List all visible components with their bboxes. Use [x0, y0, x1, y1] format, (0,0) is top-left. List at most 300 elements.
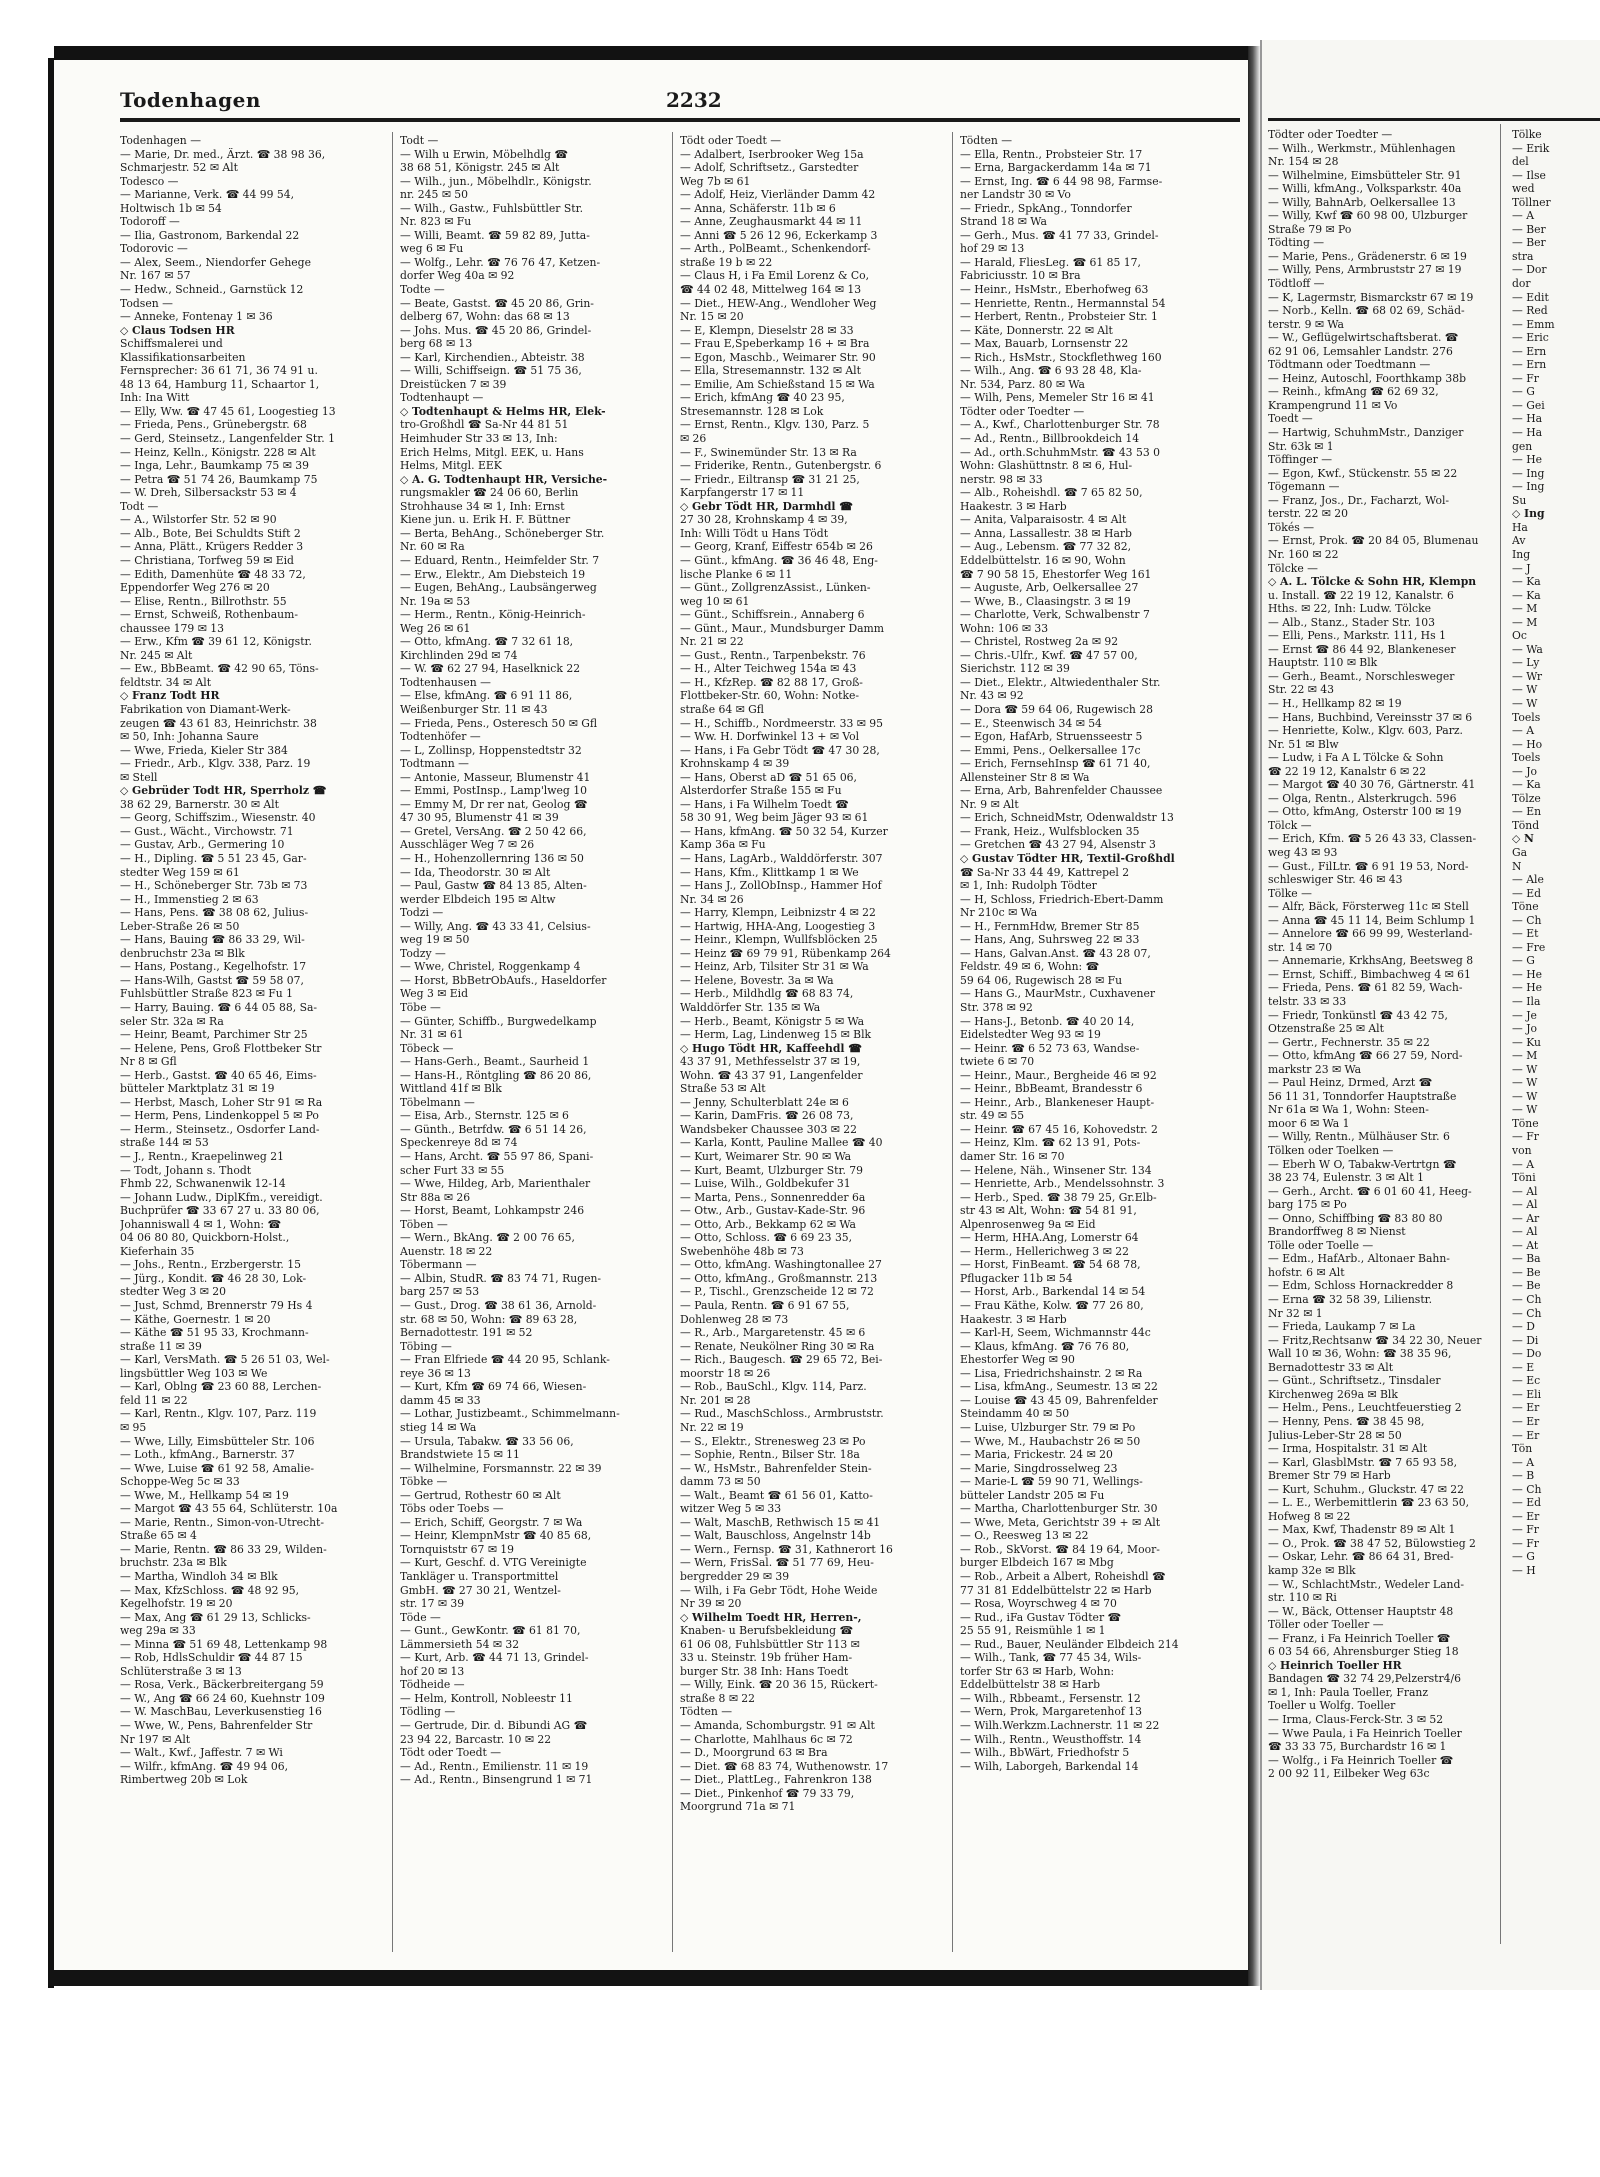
directory-entry: — Frau E,Speberkamp 16 + ✉ Bra	[680, 337, 870, 351]
directory-entry: bütteler Landstr 205 ✉ Fu	[960, 1488, 1105, 1502]
surname-heading: Töben —	[400, 1217, 448, 1231]
directory-entry: Klassifikationsarbeiten	[120, 350, 246, 364]
directory-entry: — Lisa, Friedrichshainstr. 2 ✉ Ra	[960, 1366, 1143, 1380]
directory-entry: — Erna, Arb, Bahrenfelder Chaussee	[960, 784, 1163, 798]
directory-entry: Kegelhofstr. 19 ✉ 20	[120, 1597, 233, 1611]
directory-entry: — M	[1512, 615, 1538, 629]
directory-entry: str. 49 ✉ 55	[960, 1109, 1025, 1123]
directory-entry: — Willy, Rentn., Mülhäuser Str. 6	[1268, 1130, 1450, 1144]
directory-entry: Walddörfer Str. 135 ✉ Wa	[680, 1001, 821, 1014]
directory-entry: — Herb., Gastst. ☎ 40 65 46, Eims-	[120, 1068, 317, 1082]
directory-entry: straße 19 b ✉ 22	[680, 255, 773, 269]
directory-entry: hof 29 ✉ 13	[960, 242, 1025, 256]
directory-entry: Fhmb 22, Schwanenwik 12-14	[120, 1177, 286, 1191]
directory-entry: werder Elbdeich 195 ✉ Altw	[400, 892, 556, 906]
directory-entry: stedter Weg 159 ✉ 61	[120, 865, 240, 879]
directory-entry: Haakestr. 3 ✉ Harb	[960, 499, 1067, 513]
directory-entry: Rimbertweg 20b ✉ Lok	[120, 1773, 248, 1787]
directory-entry: kamp 32e ✉ Blk	[1268, 1563, 1356, 1577]
directory-entry: — Rosa, Woyrschweg 4 ✉ 70	[960, 1597, 1117, 1611]
page-title: Todenhagen	[120, 88, 261, 112]
directory-entry: — Friedr, Tonkünstl ☎ 43 42 75,	[1268, 1008, 1448, 1022]
directory-entry: — Wolfg., Lehr. ☎ 76 76 47, Ketzen-	[400, 255, 601, 269]
directory-entry: Dohlenweg 28 ✉ 73	[680, 1312, 789, 1326]
directory-entry: Erich Helms, Mitgl. EEK, u. Hans	[400, 445, 584, 459]
directory-entry: barg 257 ✉ 53	[400, 1285, 480, 1299]
right-page-header-rule	[1268, 118, 1600, 121]
directory-entry: Nr. 167 ✉ 57	[120, 269, 191, 283]
directory-entry: — Max, KfzSchloss. ☎ 48 92 95,	[120, 1583, 300, 1597]
directory-entry: — Rud., iFa Gustav Tödter ☎	[960, 1610, 1121, 1624]
directory-entry: — Rosa, Verk., Bäckerbreitergang 59	[120, 1678, 324, 1692]
directory-entry: ner Landstr 30 ✉ Vo	[960, 188, 1071, 202]
directory-entry: — Gretel, VersAng. ☎ 2 50 42 66,	[400, 824, 587, 838]
directory-entry: Hofweg 8 ✉ 22	[1268, 1509, 1351, 1523]
directory-entry: Ing	[1512, 547, 1531, 561]
directory-entry: 2 00 92 11, Eilbeker Weg 63c	[1268, 1767, 1430, 1781]
directory-entry: twiete 6 ✉ 70	[960, 1055, 1035, 1069]
directory-entry: — Ho	[1512, 737, 1543, 751]
directory-entry: zeugen ☎ 43 61 83, Heinrichstr. 38	[120, 716, 317, 730]
directory-entry: — Erich, kfmAng ☎ 40 23 95,	[680, 391, 845, 405]
directory-entry: — Alex, Seem., Niendorfer Gehege	[120, 255, 311, 269]
directory-entry: — At	[1512, 1238, 1539, 1252]
directory-entry: Ausschläger Weg 7 ✉ 26	[400, 838, 535, 852]
directory-entry: — Kurt, Kfm ☎ 69 74 66, Wiesen-	[400, 1380, 587, 1394]
surname-heading: Töbelmann —	[400, 1095, 475, 1109]
directory-entry: terstr. 9 ✉ Wa	[1268, 317, 1344, 331]
directory-entry: — Ella, Rentn., Probsteier Str. 17	[960, 147, 1143, 161]
directory-entry: Ehestorfer Weg ✉ 90	[960, 1353, 1075, 1367]
directory-entry: — H., FernmHdw, Bremer Str 85	[960, 919, 1140, 933]
directory-entry: moor 6 ✉ Wa 1	[1268, 1116, 1350, 1130]
directory-entry: — Egon, Maschb., Weimarer Str. 90	[680, 350, 876, 364]
directory-entry: — Walt., Kwf., Jaffestr. 7 ✉ Wi	[120, 1746, 283, 1760]
directory-entry: — Günt., Schiffsrein., Annaberg 6	[680, 608, 865, 622]
directory-entry: — Karl, Kirchendien., Abteistr. 38	[400, 350, 585, 364]
directory-entry: Nr 32 ✉ 1	[1268, 1306, 1323, 1320]
page-header	[120, 88, 1240, 124]
directory-entry: — W., SchlachtMstr., Wedeler Land-	[1268, 1577, 1465, 1591]
directory-entry: — Wilh., Werkmstr., Mühlenhagen	[1268, 141, 1456, 155]
surname-heading: Töde —	[400, 1610, 441, 1624]
directory-entry: — Marie, Dr. med., Ärzt. ☎ 38 98 36,	[120, 147, 326, 161]
directory-entry: — Ar	[1512, 1211, 1540, 1225]
directory-entry: chaussee 179 ✉ 13	[120, 621, 224, 635]
directory-entry: — Gust., Wächt., Virchowstr. 71	[120, 824, 294, 838]
surname-heading: Töbe —	[400, 1001, 441, 1014]
directory-entry: — Je	[1512, 1008, 1537, 1022]
directory-entry: — Diet. ☎ 68 83 74, Wuthenowstr. 17	[680, 1759, 889, 1773]
directory-entry: Buchprüfer ☎ 33 67 27 u. 33 80 06,	[120, 1204, 320, 1218]
directory-entry: — Ka	[1512, 575, 1541, 589]
directory-entry: Nr. 9 ✉ Alt	[960, 797, 1019, 811]
directory-entry: — D., Moorgrund 63 ✉ Bra	[680, 1746, 828, 1760]
directory-entry: — Otto, kfmAng. ☎ 7 32 61 18,	[400, 635, 574, 649]
directory-entry: — Gerh., Archt. ☎ 6 01 60 41, Heeg-	[1268, 1184, 1472, 1198]
directory-entry: — Gertrud, Rothestr 60 ✉ Alt	[400, 1488, 561, 1502]
surname-heading: Töbs oder Toebs —	[400, 1502, 504, 1516]
directory-entry: berg 68 ✉ 13	[400, 337, 473, 351]
directory-entry: — Ly	[1512, 656, 1540, 670]
directory-entry: Holtwisch 1b ✉ 54	[120, 201, 222, 215]
directory-entry: torfer Str 63 ✉ Harb, Wohn:	[960, 1664, 1115, 1678]
directory-entry: straße 144 ✉ 53	[120, 1136, 209, 1150]
directory-entry: — Be	[1512, 1265, 1541, 1279]
column-divider	[392, 132, 393, 1952]
directory-entry: Nr. 160 ✉ 22	[1268, 547, 1339, 561]
directory-entry: — Marie, Singdrosselweg 23	[960, 1461, 1118, 1475]
directory-entry: — Petra ☎ 51 74 26, Baumkamp 75	[120, 472, 318, 486]
directory-entry: — Willy, Kwf ☎ 60 98 00, Ulzburger	[1268, 209, 1468, 223]
directory-entry: — Georg, Schiffszim., Wiesenstr. 40	[120, 811, 316, 825]
scan-edge-top	[54, 46, 1258, 60]
directory-entry: — A., Wilstorfer Str. 52 ✉ 90	[120, 513, 277, 527]
surname-heading: Todt —	[400, 134, 439, 147]
directory-entry: — Herm, Lag, Lindenweg 15 ✉ Blk	[680, 1028, 872, 1042]
directory-entry: — Edit	[1512, 290, 1549, 304]
directory-entry: ◇ A. G. Todtenhaupt HR, Versiche-	[400, 472, 608, 486]
directory-entry: — Eberh W O, Tabakw-Vertrtgn ☎	[1268, 1157, 1457, 1171]
directory-entry: — Ad., Rentn., Billbrookdeich 14	[960, 432, 1140, 446]
directory-entry: — Ernst, Rentn., Klgv. 130, Parz. 5	[680, 418, 870, 432]
page-number: 2232	[666, 88, 722, 112]
surname-heading: Todte —	[400, 283, 445, 297]
directory-entry: — Ursula, Tabakw. ☎ 33 56 06,	[400, 1434, 574, 1448]
directory-entry: — Wilfr., kfmAng. ☎ 49 94 06,	[120, 1759, 289, 1773]
directory-entry: — Günt., Schriftsetz., Tinsdaler	[1268, 1374, 1441, 1388]
directory-entry: — Wa	[1512, 642, 1543, 656]
directory-entry: — Heinr. ☎ 6 52 73 63, Wandse-	[960, 1041, 1140, 1055]
directory-entry: Nr. 245 ✉ Alt	[120, 648, 193, 662]
directory-entry: — Marta, Pens., Sonnenredder 6a	[680, 1190, 866, 1204]
directory-entry: — H., Hohenzollernring 136 ✉ 50	[400, 851, 584, 865]
directory-entry: Weg 3 ✉ Eid	[400, 987, 468, 1001]
scan-edge-bottom	[48, 1970, 1258, 1986]
directory-entry: — Irma, Claus-Ferck-Str. 3 ✉ 52	[1268, 1712, 1444, 1726]
right-page-column-2	[1512, 128, 1592, 1578]
directory-entry: — Herm., Steinsetz., Osdorfer Land-	[120, 1122, 320, 1136]
directory-entry: Nr. 201 ✉ 28	[680, 1393, 751, 1407]
directory-entry: — Dor	[1512, 263, 1547, 277]
surname-heading: Tödtloff —	[1268, 277, 1325, 291]
directory-entry: Tönd	[1512, 818, 1540, 832]
directory-entry: — Ew., BbBeamt. ☎ 42 90 65, Töns-	[120, 662, 319, 676]
directory-entry: — Emmi, Pens., Oelkersallee 17c	[960, 743, 1141, 757]
surname-heading: Töffinger —	[1268, 453, 1333, 467]
directory-entry: — Al	[1512, 1198, 1538, 1212]
directory-entry: damer Str. 16 ✉ 70	[960, 1150, 1065, 1164]
directory-entry: Karpfangerstr 17 ✉ 11	[680, 486, 805, 500]
directory-entry: tro-Großhdl ☎ Sa-Nr 44 81 51	[400, 418, 569, 432]
directory-entry: — A	[1512, 724, 1535, 738]
surname-heading: Tödter oder Toedter —	[960, 404, 1085, 418]
directory-entry: — Karla, Kontt, Pauline Mallee ☎ 40	[680, 1136, 883, 1150]
directory-entry: Sierichstr. 112 ✉ 39	[960, 662, 1070, 676]
directory-entry: weg 29a ✉ 33	[120, 1624, 196, 1638]
directory-entry: — Anna, Schäferstr. 11b ✉ 6	[680, 201, 836, 215]
surname-heading: Tölke —	[1268, 886, 1312, 900]
directory-entry: — Hans G., MaurMstr., Cuxhavener	[960, 987, 1156, 1001]
directory-entry: — Hans, Archt. ☎ 55 97 86, Spani-	[400, 1150, 594, 1164]
directory-entry: — Beate, Gastst. ☎ 45 20 86, Grin-	[400, 296, 594, 310]
directory-entry: ✉ 26	[680, 432, 707, 446]
directory-entry: 38 68 51, Königstr. 245 ✉ Alt	[400, 161, 560, 175]
directory-entry: N	[1512, 859, 1522, 873]
directory-entry: — Diet., PlattLeg., Fahrenkron 138	[680, 1773, 872, 1787]
directory-entry: — Helm., Pens., Leuchtfeuerstieg 2	[1268, 1401, 1462, 1415]
directory-entry: — Fr	[1512, 1130, 1539, 1144]
directory-entry: nr. 245 ✉ 50	[400, 188, 469, 202]
directory-entry: Alsterdorfer Straße 155 ✉ Fu	[680, 784, 842, 798]
directory-entry: Krampengrund 11 ✉ Vo	[1268, 398, 1398, 412]
directory-entry: — Adolf, Heiz, Vierländer Damm 42	[680, 188, 876, 202]
directory-entry: ☎ 33 33 75, Burchardstr 16 ✉ 1	[1268, 1740, 1447, 1754]
directory-entry: 61 06 08, Fuhlsbüttler Str 113 ✉	[680, 1637, 860, 1651]
directory-entry: Bernadottestr. 191 ✉ 52	[400, 1326, 533, 1340]
directory-entry: — Er	[1512, 1428, 1540, 1442]
directory-entry: — Anita, Valparaisostr. 4 ✉ Alt	[960, 513, 1127, 527]
directory-entry: Tornquiststr 67 ✉ 19	[400, 1542, 515, 1556]
directory-entry: — Otw., Arb., Gustav-Kade-Str. 96	[680, 1204, 866, 1218]
directory-entry: — Hans-Gerh., Beamt., Saurheid 1	[400, 1055, 590, 1069]
directory-entry: — Ku	[1512, 1035, 1542, 1049]
directory-entry: Nr. 31 ✉ 61	[400, 1028, 464, 1042]
directory-entry: — Wilh., Tank, ☎ 77 45 34, Wils-	[960, 1651, 1142, 1665]
directory-entry: — Inga, Lehr., Baumkamp 75 ✉ 39	[120, 459, 309, 473]
directory-entry: Eppendorfer Weg 276 ✉ 20	[120, 581, 270, 595]
directory-entry: — G	[1512, 385, 1535, 399]
directory-entry: — Helm, Kontroll, Nobleestr 11	[400, 1691, 573, 1705]
directory-entry: — Helene, Näh., Winsener Str. 134	[960, 1163, 1152, 1177]
directory-entry: — Ad., Rentn., Emilienstr. 11 ✉ 19	[400, 1759, 589, 1773]
directory-entry: — Hans-J., Betonb. ☎ 40 20 14,	[960, 1014, 1135, 1028]
directory-entry: 59 64 06, Rugewisch 28 ✉ Fu	[960, 973, 1123, 987]
directory-entry: — Walt, MaschB, Rethwisch 15 ✉ 41	[680, 1515, 881, 1529]
directory-entry: — Gerd, Steinsetz., Langenfelder Str. 1	[120, 432, 335, 446]
directory-entry: — Friderike, Rentn., Gutenbergstr. 6	[680, 459, 882, 473]
column-divider	[1500, 124, 1501, 1944]
directory-entry: — Else, kfmAng. ☎ 6 91 11 86,	[400, 689, 573, 703]
directory-entry: ✉ 1, Inh: Paula Toeller, Franz	[1268, 1685, 1429, 1699]
directory-entry: — Gustav, Arb., Germering 10	[120, 838, 285, 852]
directory-entry: Wall 10 ✉ 36, Wohn: ☎ 38 35 96,	[1268, 1347, 1452, 1361]
directory-entry: — Ludw, i Fa A L Tölcke & Sohn	[1268, 751, 1444, 765]
directory-entry: — Wwe, Lilly, Eimsbütteler Str. 106	[120, 1434, 315, 1448]
directory-entry: Fabrikation von Diamant-Werk-	[120, 702, 291, 716]
directory-entry: — Willy, Ang. ☎ 43 33 41, Celsius-	[400, 919, 591, 933]
directory-entry: 48 13 64, Hamburg 11, Schaartor 1,	[120, 377, 320, 391]
directory-entry: — Ch	[1512, 1293, 1542, 1307]
directory-entry: — H., Immenstieg 2 ✉ 63	[120, 892, 259, 906]
directory-entry: — Hans, Buchbind, Vereinsstr 37 ✉ 6	[1268, 710, 1473, 724]
directory-entry: — H., Hellkamp 82 ✉ 19	[1268, 696, 1402, 710]
directory-entry: Nr. 60 ✉ Ra	[400, 540, 465, 554]
directory-entry: — J	[1512, 561, 1531, 575]
directory-entry: str 43 ✉ Alt, Wohn: ☎ 54 81 91,	[960, 1204, 1137, 1218]
directory-entry: — Karl, Rentn., Klgv. 107, Parz. 119	[120, 1407, 317, 1421]
directory-entry: — Er	[1512, 1401, 1540, 1415]
directory-entry: — Hans, Bauing ☎ 86 33 29, Wil-	[120, 933, 305, 947]
directory-entry: 38 23 74, Eulenstr. 3 ✉ Alt 1	[1268, 1171, 1424, 1185]
surname-heading: Toedt —	[1268, 412, 1313, 426]
directory-entry: — Hans J., ZollObInsp., Hammer Hof	[680, 879, 882, 893]
directory-entry: — Luise, Ulzburger Str. 79 ✉ Po	[960, 1420, 1136, 1434]
directory-entry: Nr. 34 ✉ 26	[680, 892, 744, 906]
directory-entry: Wohn. ☎ 43 37 91, Langenfelder	[680, 1068, 863, 1082]
directory-entry: — W., HsMstr., Bahrenfelder Stein-	[680, 1461, 872, 1475]
directory-entry: — Ha	[1512, 412, 1543, 426]
surname-heading: Tölck —	[1268, 818, 1312, 832]
directory-entry: — G	[1512, 1550, 1535, 1564]
directory-entry: — M	[1512, 1049, 1538, 1063]
directory-entry: — Herb., Beamt, Königstr 5 ✉ Wa	[680, 1014, 865, 1028]
directory-entry: ◇ Gebr Tödt HR, Darmhdl ☎	[680, 499, 853, 513]
directory-entry: — Gertrude, Dir. d. Bibundi AG ☎	[400, 1718, 588, 1732]
directory-entry: — Edith, Damenhüte ☎ 48 33 72,	[120, 567, 306, 581]
directory-entry: feldtstr. 34 ✉ Alt	[120, 675, 212, 689]
directory-entry: 77 31 81 Eddelbüttelstr 22 ✉ Harb	[960, 1583, 1152, 1597]
directory-entry: 43 37 91, Methfesselstr 37 ✉ 19,	[680, 1055, 861, 1069]
directory-entry: — W	[1512, 696, 1538, 710]
directory-entry: Toels	[1512, 710, 1541, 724]
directory-entry: ◇ Gebrüder Todt HR, Sperrholz ☎	[120, 784, 327, 798]
directory-entry: — K, Lagermstr, Bismarckstr 67 ✉ 19	[1268, 290, 1474, 304]
directory-entry: Schlüterstraße 3 ✉ 13	[120, 1664, 242, 1678]
directory-entry: — Erich, Kfm. ☎ 5 26 43 33, Classen-	[1268, 832, 1477, 846]
surname-heading: Töbermann —	[400, 1258, 477, 1272]
directory-entry: — Albin, StudR. ☎ 83 74 71, Rugen-	[400, 1271, 602, 1285]
directory-entry: — Hans, Postang., Kegelhofstr. 17	[120, 960, 307, 974]
directory-entry: — Otto, Schloss. ☎ 6 69 23 35,	[680, 1231, 853, 1245]
surname-heading: Todzi —	[400, 906, 444, 920]
directory-entry: — Ad., orth.SchuhmMstr. ☎ 43 53 0	[960, 445, 1161, 459]
directory-entry: — Helene, Bovestr. 3a ✉ Wa	[680, 973, 834, 987]
directory-entry: — Emmy M, Dr rer nat, Geolog ☎	[400, 797, 588, 811]
directory-entry: — Antonie, Masseur, Blumenstr 41	[400, 770, 591, 784]
directory-entry: — L, Zollinsp, Hoppenstedtstr 32	[400, 743, 582, 757]
directory-entry: Pflugacker 11b ✉ 54	[960, 1271, 1073, 1285]
directory-entry: — Alb., Stanz., Stader Str. 103	[1268, 615, 1436, 629]
directory-entry: — E, Klempn, Dieselstr 28 ✉ 33	[680, 323, 854, 337]
directory-entry: — Ch	[1512, 1482, 1542, 1496]
directory-entry: hof 20 ✉ 13	[400, 1664, 465, 1678]
directory-entry: — Ilse	[1512, 168, 1546, 182]
directory-entry: — Hans, Oberst aD ☎ 51 65 06,	[680, 770, 857, 784]
directory-entry: — Wilh., Ang. ☎ 6 93 28 48, Kla-	[960, 364, 1142, 378]
directory-entry: — Margot ☎ 43 55 64, Schlüterstr. 10a	[120, 1502, 338, 1516]
directory-entry: — Elli, Pens., Markstr. 111, Hs 1	[1268, 629, 1446, 643]
directory-entry: — Wilh., jun., Möbelhdlr., Königstr.	[400, 174, 592, 188]
directory-entry: schleswiger Str. 46 ✉ 43	[1268, 873, 1403, 887]
directory-entry: — Hans, i Fa Wilhelm Toedt ☎	[680, 797, 849, 811]
surname-heading: Todesco —	[120, 174, 179, 188]
directory-entry: — Heinr., HsMstr., Eberhofweg 63	[960, 283, 1149, 297]
directory-entry: — F., Swinemünder Str. 13 ✉ Ra	[680, 445, 857, 459]
directory-entry: — Frieda, Pens., Grünebergstr. 68	[120, 418, 307, 432]
directory-entry: — Olga, Rentn., Alsterkrugch. 596	[1268, 791, 1457, 805]
directory-entry: 62 91 06, Lemsahler Landstr. 276	[1268, 344, 1453, 358]
directory-entry: — Rich., HsMstr., Stockflethweg 160	[960, 350, 1162, 364]
directory-entry: u. Install. ☎ 22 19 12, Kanalstr. 6	[1268, 588, 1454, 602]
directory-entry: Nr 8 ✉ Gfl	[120, 1055, 177, 1069]
directory-entry: — Wilh., Rbbeamt., Fersenstr. 12	[960, 1691, 1141, 1705]
directory-entry: — O., Prok. ☎ 38 47 52, Bülowstieg 2	[1268, 1536, 1476, 1550]
column-divider	[672, 132, 673, 1952]
directory-entry: Tön	[1512, 1442, 1533, 1456]
directory-entry: — A	[1512, 1455, 1535, 1469]
directory-entry: dorfer Weg 40a ✉ 92	[400, 269, 515, 283]
directory-entry: reye 36 ✉ 13	[400, 1366, 471, 1380]
directory-entry: bergredder 29 ✉ 39	[680, 1569, 790, 1583]
directory-entry: — Charlotte, Verk, Schwalbenstr 7	[960, 608, 1150, 622]
directory-entry: — Rud., Bauer, Neuländer Elbdeich 214	[960, 1637, 1179, 1651]
directory-entry: — Harald, FliesLeg. ☎ 61 85 17,	[960, 255, 1141, 269]
directory-entry: Steindamm 40 ✉ 50	[960, 1407, 1070, 1421]
directory-column-1	[120, 134, 382, 1787]
directory-entry: — Ernst, Prok. ☎ 20 84 05, Blumenau	[1268, 534, 1479, 548]
surname-heading: Tödten —	[960, 134, 1013, 147]
directory-entry: — Fritz,Rechtsanw ☎ 34 22 30, Neuer	[1268, 1333, 1482, 1347]
directory-entry: — W	[1512, 683, 1538, 697]
directory-entry: — Willy, BahnArb, Oelkersallee 13	[1268, 195, 1456, 209]
directory-entry: Johanniswall 4 ✉ 1, Wohn: ☎	[120, 1217, 281, 1231]
directory-entry: — Heinr., Arb., Blankeneser Haupt-	[960, 1095, 1155, 1109]
directory-entry: — Herbst, Masch, Loher Str 91 ✉ Ra	[120, 1095, 323, 1109]
directory-entry: — Auguste, Arb, Oelkersallee 27	[960, 581, 1139, 595]
directory-entry: — W	[1512, 1089, 1538, 1103]
directory-entry: Nr. 19a ✉ 53	[400, 594, 471, 608]
directory-entry: — H	[1512, 1563, 1536, 1577]
directory-entry: — Günt., ZollgrenzAssist., Lünken-	[680, 581, 871, 595]
directory-entry: ◇ Franz Todt HR	[120, 689, 220, 703]
directory-entry: — Kurt, Beamt, Ulzburger Str. 79	[680, 1163, 864, 1177]
directory-entry: Hths. ✉ 22, Inh: Ludw. Tölcke	[1268, 602, 1432, 616]
directory-entry: Lämmersieth 54 ✉ 32	[400, 1637, 520, 1651]
directory-entry: — Otto, kfmAng, Osterstr 100 ✉ 19	[1268, 805, 1462, 819]
directory-entry: — Lothar, Justizbeamt., Schimmelmann-	[400, 1407, 620, 1421]
directory-entry: — Günt., kfmAng. ☎ 36 46 48, Eng-	[680, 553, 878, 567]
directory-entry: — H., Schiffb., Nordmeerstr. 33 ✉ 95	[680, 716, 883, 730]
directory-entry: Str. 378 ✉ 92	[960, 1001, 1033, 1014]
directory-entry: — Fran Elfriede ☎ 44 20 95, Schlank-	[400, 1353, 610, 1367]
directory-entry: — Chris.-Ulfr., Kwf. ☎ 47 57 00,	[960, 648, 1138, 662]
directory-entry: Nr 61a ✉ Wa 1, Wohn: Steen-	[1268, 1103, 1429, 1117]
directory-entry: Nr. 22 ✉ 19	[680, 1420, 744, 1434]
directory-entry: — Hartwig, SchuhmMstr., Danziger	[1268, 426, 1464, 440]
directory-column-4	[960, 134, 1222, 1773]
directory-entry: — Johs., Rentn., Erzbergerstr. 15	[120, 1258, 302, 1272]
directory-entry: — Karl, Oblng ☎ 23 60 88, Lerchen-	[120, 1380, 322, 1394]
directory-entry: — Herm., Rentn., König-Heinrich-	[400, 608, 586, 622]
directory-entry: — Aug., Lebensm. ☎ 77 32 82,	[960, 540, 1132, 554]
directory-entry: — Herb., Sped. ☎ 38 79 25, Gr.Elb-	[960, 1190, 1157, 1204]
directory-entry: Su	[1512, 493, 1527, 507]
directory-entry: — Gerh., Beamt., Norschlesweger	[1268, 669, 1455, 683]
directory-column-3	[680, 134, 942, 1814]
directory-entry: — Erw., Elektr., Am Diebsteich 19	[400, 567, 586, 581]
book-gutter	[1248, 46, 1260, 1986]
directory-entry: Tölke	[1512, 128, 1542, 141]
directory-entry: — Max, Ang ☎ 61 29 13, Schlicks-	[120, 1610, 311, 1624]
directory-entry: — Wern, FrisSal. ☎ 51 77 69, Heu-	[680, 1556, 874, 1570]
directory-entry: ☎ 22 19 12, Kanalstr 6 ✉ 22	[1268, 764, 1427, 778]
directory-entry: — H., Schöneberger Str. 73b ✉ 73	[120, 879, 308, 893]
directory-entry: weg 6 ✉ Fu	[400, 242, 464, 256]
directory-entry: ✉ 1, Inh: Rudolph Tödter	[960, 879, 1097, 893]
surname-heading: Töller oder Toeller —	[1268, 1618, 1384, 1632]
directory-entry: Bremer Str 79 ✉ Harb	[1268, 1469, 1391, 1483]
